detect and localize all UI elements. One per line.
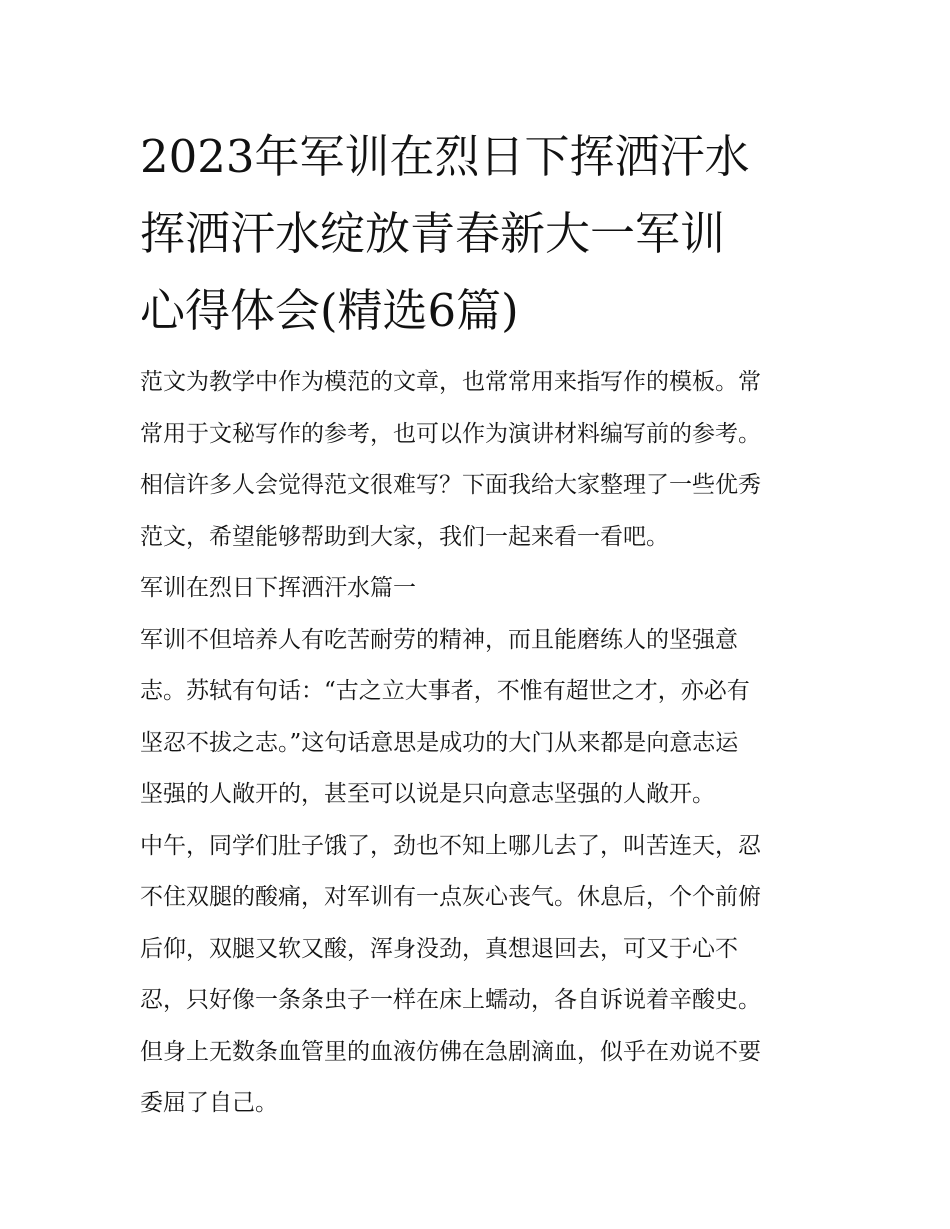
paragraph-line: 坚忍不拔之志。”这句话意思是成功的大门从来都是向意志运 bbox=[140, 729, 739, 756]
paragraph-line: 后仰，双腿又软又酸，浑身没劲，真想退回去，可又于心不 bbox=[140, 935, 738, 962]
title-line: 2023年军训在烈日下挥洒汗水 bbox=[140, 130, 750, 183]
paragraph-line: 坚强的人敞开的，甚至可以说是只向意志坚强的人敞开。 bbox=[140, 781, 715, 807]
paragraph-line: 志。苏轼有句话：“古之立大事者，不惟有超世之才，亦必有 bbox=[140, 678, 750, 704]
intro-paragraph-line: 范文为教学中作为模范的文章，也常常用来指写作的模板。常 bbox=[140, 369, 761, 395]
paragraph-line: 军训不但培养人有吃苦耐劳的精神，而且能磨练人的坚强意 bbox=[140, 626, 738, 653]
title-line: 心得体会(精选6篇) bbox=[140, 284, 519, 337]
section-heading: 军训在烈日下挥洒汗水篇一 bbox=[140, 575, 416, 601]
intro-paragraph-line: 范文，希望能够帮助到大家，我们一起来看一看吧。 bbox=[140, 523, 669, 550]
document-title bbox=[140, 118, 820, 349]
paragraph-line: 但身上无数条血管里的血液仿佛在急剧滴血，似乎在劝说不要 bbox=[140, 1038, 761, 1065]
paragraph-line: 不住双腿的酸痛，对军训有一点灰心丧气。休息后，个个前俯 bbox=[140, 884, 761, 910]
paragraph-line: 忍，只好像一条条虫子一样在床上蠕动，各自诉说着辛酸史。 bbox=[140, 987, 761, 1013]
intro-paragraph-line: 相信许多人会觉得范文很难写？下面我给大家整理了一些优秀 bbox=[140, 472, 761, 498]
title-line: 挥洒汗水绽放青春新大一军训 bbox=[140, 207, 726, 260]
paragraph-line: 委屈了自己。 bbox=[140, 1090, 278, 1116]
document-body bbox=[140, 357, 820, 1130]
intro-paragraph-line: 常用于文秘写作的参考，也可以作为演讲材料编写前的参考。 bbox=[140, 420, 761, 447]
paragraph-line: 中午，同学们肚子饿了，劲也不知上哪儿去了，叫苦连天，忍 bbox=[140, 832, 761, 859]
